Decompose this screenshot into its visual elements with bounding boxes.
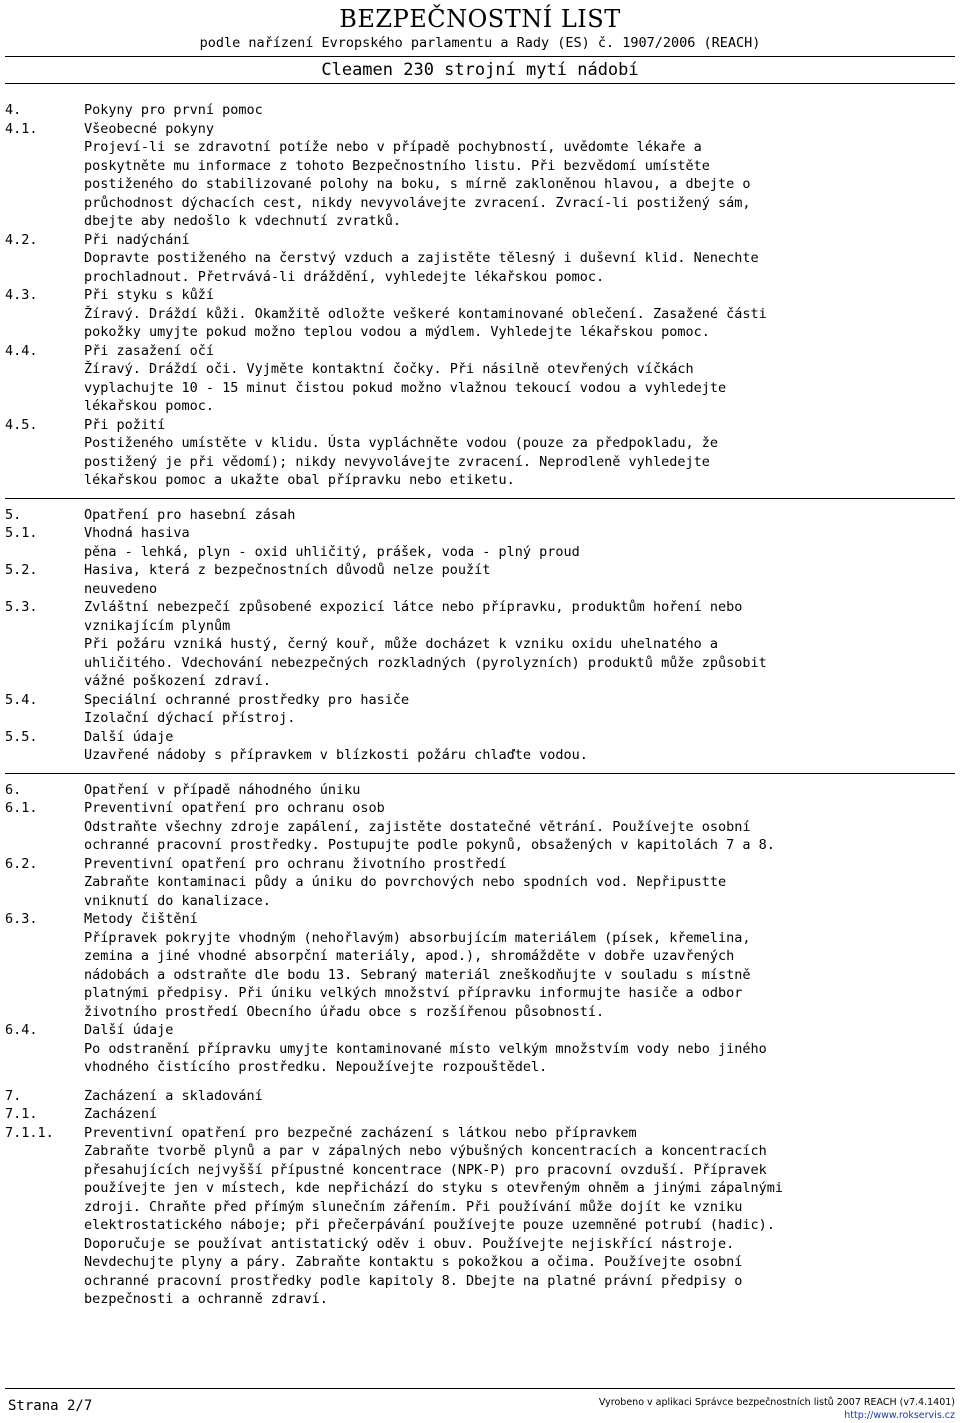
text-line: lékařskou pomoc a ukažte obal přípravku nebo etiketu. xyxy=(84,472,515,488)
subsection-title: Preventivní opatření pro bezpečné zacházení s látkou nebo přípravkem xyxy=(84,1124,637,1141)
text-line: bezpečnosti a ochranně zdraví. xyxy=(84,1291,328,1307)
footer-divider xyxy=(5,1388,955,1389)
text-line: dbejte aby nedošlo k vdechnutí zvratků. xyxy=(84,213,401,229)
section-title: Zacházení a skladování xyxy=(84,1087,263,1104)
text-line: nádobách a odstraňte dle bodu 13. Sebraný materiál zneškodňujte v souladu s místně xyxy=(84,966,751,983)
text-line: prochladnout. Přetrvává-li dráždění, vyhledejte lékařskou pomoc. xyxy=(84,268,605,285)
text-line: Izolační dýchací přístroj. xyxy=(84,710,296,726)
subsection-5-3-heading xyxy=(5,598,955,617)
text-line: Projeví-li se zdravotní potíže nebo v případě pochybností, uvědomte lékaře a xyxy=(84,139,702,155)
regulation-subtitle: podle nařízení Evropského parlamentu a Rady (ES) č. 1907/2006 (REACH) xyxy=(199,35,761,51)
text-line: Přípravek pokryjte vhodným (nehořlavým) absorbujícím materiálem (písek, křemelina, xyxy=(84,929,751,946)
section-7-heading xyxy=(5,1087,955,1106)
subsection-title: Hasiva, která z bezpečnostních důvodů nelze použít xyxy=(84,562,491,578)
subsection-4-5-text xyxy=(84,434,944,490)
text-line: Doporučuje se používat antistatický oděv i obuv. Používejte nejiskřící nástroje. xyxy=(84,1235,735,1252)
subsection-title: Při zasažení očí xyxy=(84,342,215,359)
product-name: Cleamen 230 strojní mytí nádobí xyxy=(321,60,639,80)
text-line: průchodnost dýchacích cest, nikdy nevyvolávejte zvracení. Zvrací-li postižený sám, xyxy=(84,194,751,211)
document-body xyxy=(5,101,955,1309)
subsection-4-1-text xyxy=(84,138,944,231)
subsection-title: Zacházení xyxy=(84,1106,158,1122)
text-line: zemina a jiné vhodné absorpční materiály, apod.), shromážděte v dobře uzavřených xyxy=(84,948,735,964)
subsection-title: Další údaje xyxy=(84,1022,174,1038)
subsection-6-3-text xyxy=(84,929,944,1022)
subsection-5-5-text xyxy=(84,746,944,765)
subsection-4-1-heading xyxy=(5,120,955,139)
section-number: 5. xyxy=(5,506,22,523)
subsection-6-2-heading xyxy=(5,855,955,874)
section-4-heading xyxy=(5,101,955,120)
section-title: Pokyny pro první pomoc xyxy=(84,102,263,118)
subsection-number: 5.2. xyxy=(5,562,38,578)
text-line: používejte jen v místech, kde nepřichází do styku s otevřeným ohněm a jinými zápalnými xyxy=(84,1180,783,1196)
subsection-6-4-text xyxy=(84,1040,944,1077)
subsection-title: Při nadýchání xyxy=(84,231,190,248)
subsection-5-2-text xyxy=(84,580,944,599)
subsection-title: Zvláštní nebezpečí způsobené expozicí látce nebo přípravku, produktům hoření nebo xyxy=(84,599,743,615)
subsection-5-4-text xyxy=(84,709,944,728)
subsection-5-3-text xyxy=(84,617,944,691)
subsection-7-1-1-text xyxy=(84,1142,944,1309)
subsection-7-1-heading xyxy=(5,1105,955,1124)
text-line: vážné poškození zdraví. xyxy=(84,673,271,689)
section-divider xyxy=(5,498,955,499)
text-line: postiženého do stabilizované polohy na boku, s mírně zakloněnou hlavou, a dbejte o xyxy=(84,176,751,192)
subsection-number: 6.4. xyxy=(5,1022,38,1038)
subsection-4-2-heading xyxy=(5,231,955,250)
subsection-number: 5.3. xyxy=(5,599,38,615)
subsection-4-4-text xyxy=(84,360,944,416)
text-line: Po odstranění přípravku umyjte kontaminované místo velkým množstvím vody nebo jiného xyxy=(84,1040,767,1057)
footer-credits xyxy=(599,1396,955,1422)
text-line: Žíravý. Dráždí kůži. Okamžitě odložte veškeré kontaminované oblečení. Zasažené části xyxy=(84,305,767,322)
subsection-number: 4.5. xyxy=(5,416,38,433)
subsection-number: 4.1. xyxy=(5,120,38,137)
subsection-title: Při požití xyxy=(84,416,166,433)
text-line: postižený je při vědomí); nikdy nevyvolávejte zvracení. Neprodleně vyhledejte xyxy=(84,453,710,470)
text-line: neuvedeno xyxy=(84,580,158,597)
subsection-title: Všeobecné pokyny xyxy=(84,120,215,137)
subsection-number: 7.1.1. xyxy=(5,1124,54,1141)
text-line: Odstraňte všechny zdroje zapálení, zajistěte dostatečné větrání. Používejte osobní xyxy=(84,818,751,835)
text-line: vhodného čistícího prostředku. Nepoužívejte rozpouštědel. xyxy=(84,1059,548,1075)
subsection-title: Preventivní opatření pro ochranu osob xyxy=(84,800,385,816)
text-line: platnými předpisy. Při úniku velkých množství přípravku informujte hasiče a odbor xyxy=(84,985,743,1001)
section-6-heading xyxy=(5,781,955,800)
subsection-number: 4.4. xyxy=(5,342,38,359)
subsection-5-5-heading xyxy=(5,728,955,747)
subsection-title: Metody čištění xyxy=(84,911,198,927)
text-line: Žíravý. Dráždí oči. Vyjměte kontaktní čočky. Při násilně otevřených víčkách xyxy=(84,361,694,377)
subsection-number: 5.1. xyxy=(5,525,38,541)
subsection-title: Další údaje xyxy=(84,728,174,745)
subsection-5-1-text xyxy=(84,543,944,562)
subsection-4-3-heading xyxy=(5,286,955,305)
text-line: Nevdechujte plyny a páry. Zabraňte kontaktu s pokožkou a očima. Používejte osobní xyxy=(84,1254,743,1270)
text-line: poskytněte mu informace z tohoto Bezpečnostního listu. Při bezvědomí umístěte xyxy=(84,157,710,174)
subsection-5-4-heading xyxy=(5,691,955,710)
document-header xyxy=(5,4,955,84)
text-line: pěna - lehká, plyn - oxid uhličitý, prášek, voda - plný proud xyxy=(84,543,580,560)
text-line: Dopravte postiženého na čerstvý vzduch a zajistěte tělesný i duševní klid. Nenechte xyxy=(84,250,759,266)
subsection-7-1-1-heading xyxy=(5,1124,955,1143)
section-title: Opatření pro hasební zásah xyxy=(84,506,296,523)
section-title: Opatření v případě náhodného úniku xyxy=(84,781,361,798)
text-line: Zabraňte tvorbě plynů a par v zápalných nebo výbušných koncentracích a koncentracích xyxy=(84,1143,767,1159)
text-line: ochranné pracovní prostředky. Postupujte podle pokynů, obsažených v kapitolách 7 a 8. xyxy=(84,837,775,853)
subsection-5-2-heading xyxy=(5,561,955,580)
section-number: 7. xyxy=(5,1087,22,1104)
document-title: BEZPEČNOSTNÍ LIST xyxy=(339,5,621,33)
text-line: lékařskou pomoc. xyxy=(84,398,215,414)
section-divider xyxy=(5,773,955,774)
subsection-title: Speciální ochranné prostředky pro hasiče xyxy=(84,691,410,708)
subsection-number: 7.1. xyxy=(5,1106,38,1122)
subsection-number: 4.3. xyxy=(5,287,38,303)
subsection-6-1-text xyxy=(84,818,944,855)
subsection-6-2-text xyxy=(84,873,944,910)
subsection-6-3-heading xyxy=(5,910,955,929)
text-line: ochranné pracovní prostředky podle kapitoly 8. Dbejte na platné právní předpisy o xyxy=(84,1272,743,1289)
text-line: vniknutí do kanalizace. xyxy=(84,892,271,909)
text-line: zdroji. Chraňte před přímým slunečním zářením. Při používání může dojít ke vzniku xyxy=(84,1198,743,1215)
text-line: Zabraňte kontaminaci půdy a úniku do povrchových nebo spodních vod. Nepřipustte xyxy=(84,874,727,890)
text-line: Při požáru vzniká hustý, černý kouř, může docházet k vzniku oxidu uhelnatého a xyxy=(84,636,718,652)
subsection-number: 4.2. xyxy=(5,231,38,248)
subsection-6-4-heading xyxy=(5,1021,955,1040)
subsection-number: 5.5. xyxy=(5,728,38,745)
vendor-link[interactable]: http://www.rokservis.cz xyxy=(844,1410,955,1421)
subsection-4-3-text xyxy=(84,305,944,342)
subsection-4-2-text xyxy=(84,249,944,286)
text-line: Uzavřené nádoby s přípravkem v blízkosti požáru chlaďte vodou. xyxy=(84,747,588,763)
subsection-title-continued: vznikajícím plynům xyxy=(84,617,231,634)
text-line: uhličitého. Vdechování nebezpečných rozkladných (pyrolyzních) produktů může způsobit xyxy=(84,654,767,671)
subsection-6-1-heading xyxy=(5,799,955,818)
subsection-title: Preventivní opatření pro ochranu životního prostředí xyxy=(84,855,507,872)
subsection-5-1-heading xyxy=(5,524,955,543)
section-number: 6. xyxy=(5,781,22,798)
text-line: přesahujících nejvyšší přípustné koncentrace (NPK-P) pro pracovní ovzduší. Přípravek xyxy=(84,1161,767,1178)
subsection-number: 6.3. xyxy=(5,911,38,927)
subsection-4-5-heading xyxy=(5,416,955,435)
page-number: Strana 2/7 xyxy=(8,1398,93,1414)
section-5-heading xyxy=(5,506,955,525)
section-number: 4. xyxy=(5,102,22,118)
header-divider xyxy=(5,56,955,57)
generator-note: Vyrobeno v aplikaci Správce bezpečnostních listů 2007 REACH (v7.4.1401) xyxy=(598,1397,955,1408)
subsection-title: Vhodná hasiva xyxy=(84,525,190,541)
text-line: vyplachujte 10 - 15 minut čistou pokud možno vlažnou tekoucí vodou a vyhledejte xyxy=(84,379,727,396)
subsection-4-4-heading xyxy=(5,342,955,361)
text-line: životního prostředí Obecního úřadu obce s rozšířenou působností. xyxy=(84,1003,605,1020)
subsection-number: 6.2. xyxy=(5,855,38,872)
subsection-number: 5.4. xyxy=(5,691,38,708)
text-line: elektrostatického náboje; při přečerpávání používejte pouze uzemněné potrubí (hadic). xyxy=(84,1217,775,1233)
text-line: Postiženého umístěte v klidu. Ústa vypláchněte vodou (pouze za předpokladu, že xyxy=(84,435,718,451)
header-divider-bottom xyxy=(5,83,955,84)
text-line: pokožky umyjte pokud možno teplou vodou a mýdlem. Vyhledejte lékařskou pomoc. xyxy=(84,324,710,340)
subsection-title: Při styku s kůží xyxy=(84,287,215,303)
subsection-number: 6.1. xyxy=(5,800,38,816)
